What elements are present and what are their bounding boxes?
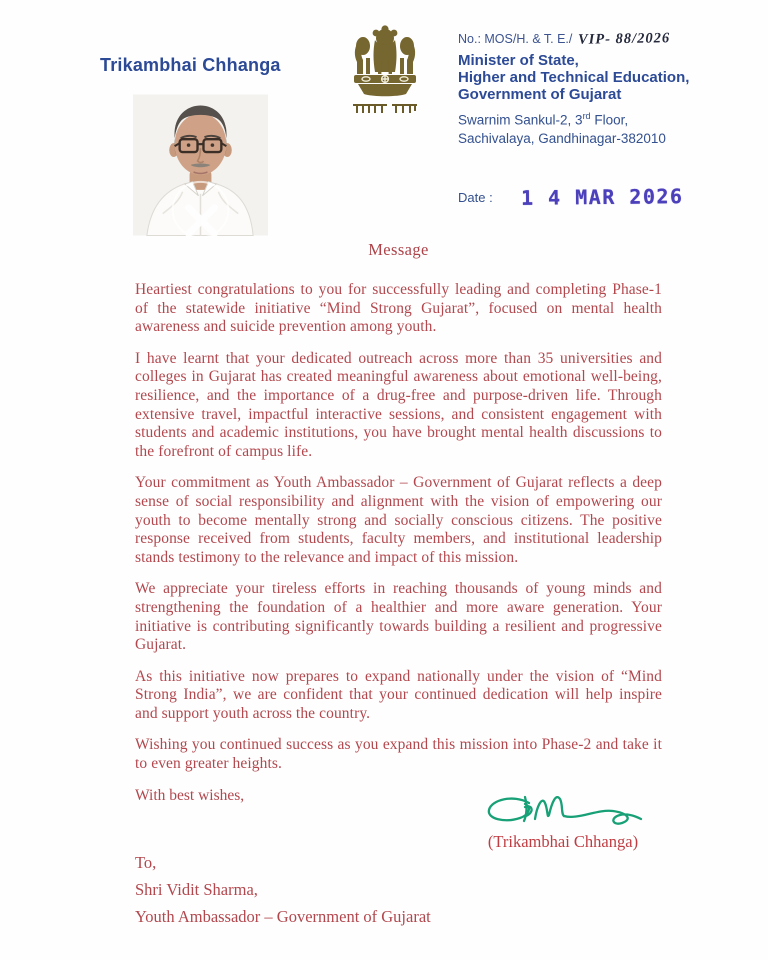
addressee-line-2: Shri Vidit Sharma,	[135, 880, 258, 899]
letter-body	[135, 240, 662, 805]
paragraph-1: Heartiest congratulations to you for successfully leading and completing Phase-1 of the statewide initiative “Mind Strong Gujarat”, focused on mental health awareness and suicide prevention among youth.	[135, 281, 662, 336]
reference-number-label: No.: MOS/H. & T. E./	[458, 32, 573, 46]
portrait-illustration	[133, 94, 268, 236]
date-row	[458, 185, 683, 209]
minister-photo	[133, 94, 268, 236]
signature-scribble	[483, 789, 647, 833]
address-line-2: Sachivalaya, Gandhinagar-382010	[458, 130, 666, 146]
date-stamp: 1 4 MAR 2026	[520, 184, 684, 210]
minister-name: Trikambhai Chhanga	[100, 55, 281, 75]
letterhead-right-block	[458, 31, 758, 148]
addressee-block	[135, 849, 431, 930]
paragraph-4: We appreciate your tireless efforts in reaching thousands of young minds and strengthening the foundation of a healthier and more aware generation. Your initiative is contributing significantly towards building a resilient and progressive Gujarat.	[135, 580, 662, 654]
reference-number-line	[458, 31, 758, 48]
addressee-line-1: To,	[135, 853, 157, 872]
minister-designation	[458, 52, 758, 103]
designation-line-3: Government of Gujarat	[458, 86, 622, 103]
paragraph-6: Wishing you continued success as you expand this mission into Phase-2 and take it to even greater heights.	[135, 736, 662, 773]
message-heading: Message	[368, 240, 429, 259]
date-label: Date :	[458, 189, 493, 205]
reference-number-handwritten: VIP- 88/2026	[577, 30, 671, 48]
paragraph-5: As this initiative now prepares to expand nationally under the vision of “Mind Strong India”, we are confident that your continued dedication will help inspire and support youth across the country.	[135, 667, 662, 722]
office-address	[458, 107, 758, 148]
signatory-name: (Trikambhai Chhanga)	[487, 832, 639, 851]
designation-line-2: Higher and Technical Education,	[458, 69, 690, 86]
designation-line-1: Minister of State,	[458, 52, 579, 69]
addressee-line-3: Youth Ambassador – Government of Gujarat	[135, 907, 431, 926]
address-line-1: Swarnim Sankul-2, 3rd Floor,	[458, 111, 629, 128]
india-emblem-icon	[344, 24, 426, 116]
closing-salutation: With best wishes,	[135, 786, 245, 804]
paragraph-3: Your commitment as Youth Ambassador – Government of Gujarat reflects a deep sense of social responsibility and alignment with the vision of empowering our youth to become mentally strong and socially conscious citizens. The positive response received from students, faculty members, and institutional leadership stands testimony to the relevance and impact of this mission.	[135, 474, 662, 566]
motto-satyameva-jayate	[353, 104, 417, 113]
paragraph-2: I have learnt that your dedicated outreach across more than 35 universities and colleges in Gujarat has created meaningful awareness about emotional well-being, resilience, and the importance of a drug-free and purpose-driven life. Through extensive travel, impactful interactive sessions, and consistent engagement with students and academic institutions, you have brought mental health discussions to the forefront of campus life.	[135, 349, 662, 460]
